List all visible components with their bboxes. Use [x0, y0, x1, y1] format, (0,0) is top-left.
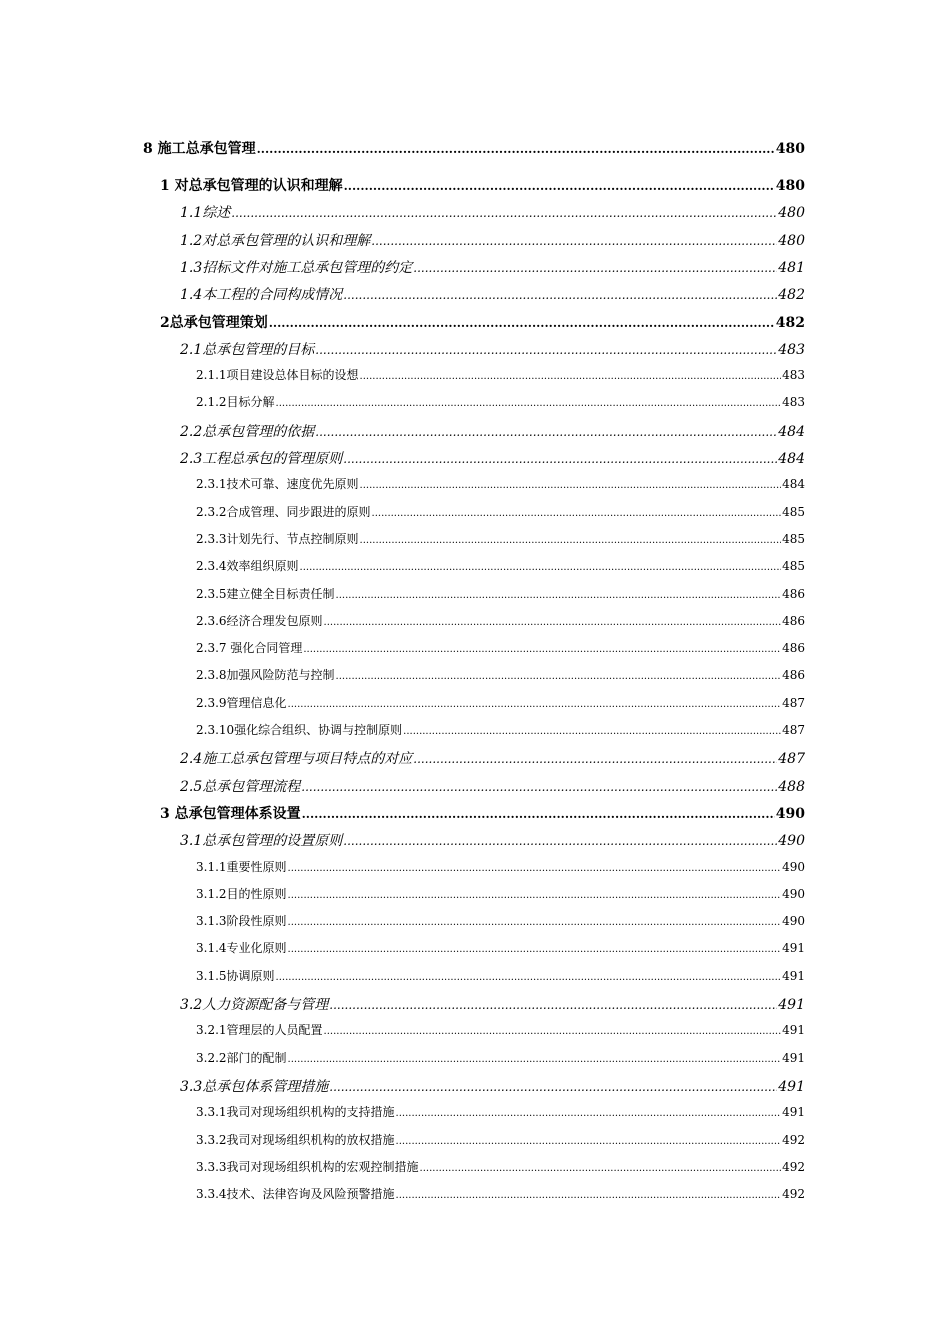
toc-entry-title: 1.2对总承包管理的认识和理解	[180, 232, 371, 249]
toc-entry-title: 3.3.3我司对现场组织机构的宏观控制措施	[196, 1159, 419, 1174]
toc-dot-leader	[269, 316, 775, 330]
toc-entry[interactable]	[0, 557, 805, 574]
toc-entry-page: 485	[782, 504, 805, 519]
toc-entry-page: 490	[782, 914, 805, 929]
toc-entry-page: 491	[782, 1050, 805, 1065]
toc-entry[interactable]	[0, 776, 805, 796]
toc-entry-page: 492	[782, 1132, 805, 1147]
toc-entry-title: 3.1.5协调原则	[196, 968, 275, 983]
toc-dot-leader	[303, 644, 781, 655]
toc-entry-page: 491	[782, 1105, 805, 1120]
toc-entry-page: 486	[782, 641, 805, 656]
toc-entry-page: 484	[778, 451, 805, 467]
toc-dot-leader	[396, 1190, 782, 1201]
toc-entry-page: 480	[778, 205, 805, 222]
toc-dot-leader	[324, 1026, 782, 1037]
toc-entry[interactable]	[0, 694, 805, 711]
toc-entry-title: 3.1.3阶段性原则	[196, 914, 287, 929]
toc-dot-leader	[413, 261, 777, 275]
toc-entry[interactable]	[0, 612, 805, 629]
toc-entry[interactable]	[0, 1158, 805, 1175]
toc-entry-page: 492	[782, 1159, 805, 1174]
toc-entry[interactable]	[0, 138, 805, 158]
toc-entry-title: 2.3.8加强风险防范与控制	[196, 668, 335, 683]
toc-entry-page: 488	[778, 778, 805, 795]
toc-entry-title: 3 总承包管理体系设置	[160, 805, 301, 822]
toc-dot-leader	[344, 179, 775, 193]
toc-dot-leader	[288, 890, 782, 901]
toc-entry-title: 2.3.10强化综合组织、协调与控制原则	[196, 723, 403, 737]
toc-entry-page: 483	[778, 341, 805, 358]
toc-entry-title: 2.1.1项目建设总体目标的设想	[196, 368, 359, 383]
toc-entry[interactable]	[0, 202, 805, 222]
toc-entry-page: 491	[778, 997, 805, 1013]
toc-dot-leader	[329, 998, 777, 1012]
toc-entry[interactable]	[0, 475, 805, 492]
toc-entry[interactable]	[0, 1103, 805, 1120]
toc-dot-leader	[276, 398, 782, 409]
toc-dot-leader	[371, 234, 777, 248]
toc-entry-page: 491	[778, 1078, 805, 1095]
toc-entry[interactable]	[0, 312, 805, 332]
toc-entry[interactable]	[0, 448, 805, 468]
toc-entry-title: 3.3.1我司对现场组织机构的支持措施	[196, 1105, 395, 1120]
toc-entry-title: 2.3.1技术可靠、速度优先原则	[196, 477, 359, 492]
toc-entry-page: 486	[782, 613, 805, 628]
toc-dot-leader	[301, 780, 777, 794]
toc-entry[interactable]	[0, 994, 805, 1014]
toc-entry-title: 3.1.4专业化原则	[196, 941, 287, 956]
toc-entry[interactable]	[0, 721, 805, 738]
toc-entry-title: 2.1.2目标分解	[196, 395, 275, 410]
toc-entry-page: 486	[782, 586, 805, 601]
toc-entry-page: 483	[782, 368, 805, 383]
toc-entry-page: 487	[778, 751, 805, 768]
toc-entry-title: 3.1.1重要性原则	[196, 859, 287, 874]
toc-entry[interactable]	[0, 1021, 805, 1038]
toc-dot-leader	[276, 972, 782, 983]
toc-entry-page: 482	[778, 287, 805, 304]
toc-entry-title: 1.4本工程的合同构成情况	[180, 287, 343, 304]
toc-entry[interactable]	[0, 1049, 805, 1066]
toc-dot-leader	[336, 590, 782, 601]
toc-entry[interactable]	[0, 666, 805, 683]
toc-entry-title: 3.1.2目的性原则	[196, 886, 287, 901]
toc-entry-title: 1 对总承包管理的认识和理解	[160, 178, 343, 194]
toc-entry-title: 2.3.7 强化合同管理	[196, 641, 303, 656]
toc-dot-leader	[372, 508, 782, 519]
toc-entry-title: 2.3工程总承包的管理原则	[180, 451, 343, 467]
toc-dot-leader	[360, 480, 782, 491]
toc-entry[interactable]	[0, 257, 805, 277]
toc-entry[interactable]	[0, 967, 805, 984]
toc-dot-leader	[360, 535, 782, 546]
toc-entry[interactable]	[0, 1185, 805, 1202]
toc-dot-leader	[403, 726, 781, 737]
toc-dot-leader	[420, 1163, 782, 1174]
toc-entry[interactable]	[0, 748, 805, 768]
toc-entry-title: 2.5总承包管理流程	[180, 778, 301, 795]
toc-entry-title: 1.1综述	[180, 205, 231, 222]
toc-entry-title: 2.3.5建立健全目标责任制	[196, 586, 335, 601]
toc-entry-title: 3.2.2部门的配制	[196, 1050, 287, 1065]
toc-dot-leader	[302, 807, 775, 821]
toc-entry[interactable]	[0, 939, 805, 956]
toc-entry[interactable]	[0, 585, 805, 602]
toc-dot-leader	[413, 752, 777, 766]
toc-entry-title: 2.3.4效率组织原则	[196, 559, 299, 574]
toc-entry[interactable]	[0, 503, 805, 520]
toc-dot-leader	[343, 288, 777, 302]
toc-entry-page: 487	[782, 723, 805, 737]
toc-entry[interactable]	[0, 175, 805, 195]
toc-dot-leader	[396, 1108, 782, 1119]
toc-entry-title: 2.4施工总承包管理与项目特点的对应	[180, 751, 413, 768]
toc-dot-leader	[288, 863, 782, 874]
toc-entry-page: 485	[782, 531, 805, 546]
toc-dot-leader	[288, 944, 782, 955]
toc-dot-leader	[329, 1080, 777, 1094]
toc-dot-leader	[336, 671, 782, 682]
toc-entry-title: 2.3.2合成管理、同步跟进的原则	[196, 504, 371, 519]
toc-dot-leader	[288, 917, 782, 928]
toc-dot-leader	[396, 1136, 782, 1147]
toc-dot-leader	[343, 834, 777, 848]
toc-entry-title: 2.3.6经济合理发包原则	[196, 613, 323, 628]
toc-entry-title: 3.1总承包管理的设置原则	[180, 833, 343, 850]
toc-entry-page: 490	[782, 859, 805, 874]
toc-entry-title: 3.3总承包体系管理措施	[180, 1078, 329, 1095]
toc-entry-page: 480	[775, 178, 805, 194]
toc-entry-page: 484	[778, 423, 805, 440]
toc-dot-leader	[315, 343, 777, 357]
toc-entry-page: 490	[778, 833, 805, 850]
toc-dot-leader	[300, 562, 782, 573]
toc-dot-leader	[231, 206, 777, 220]
toc-dot-leader	[343, 452, 777, 466]
toc-dot-leader	[324, 617, 782, 628]
toc-entry-page: 481	[778, 259, 805, 276]
toc-entry-page: 486	[782, 668, 805, 683]
toc-entry-page: 490	[775, 805, 805, 822]
toc-dot-leader	[315, 425, 777, 439]
toc-entry[interactable]	[0, 858, 805, 875]
toc-entry-title: 3.3.4技术、法律咨询及风险预警措施	[196, 1187, 395, 1202]
toc-entry-page: 483	[782, 395, 805, 410]
toc-entry-page: 484	[782, 477, 805, 492]
toc-entry[interactable]	[0, 885, 805, 902]
toc-dot-leader	[288, 1054, 782, 1065]
toc-entry-title: 2.3.3计划先行、节点控制原则	[196, 531, 359, 546]
toc-entry[interactable]	[0, 803, 805, 823]
toc-entry-title: 1.3招标文件对施工总承包管理的约定	[180, 259, 413, 276]
toc-entry-title: 3.3.2我司对现场组织机构的放权措施	[196, 1132, 395, 1147]
toc-entry[interactable]	[0, 830, 805, 850]
toc-entry-title: 3.2人力资源配备与管理	[180, 997, 329, 1013]
toc-entry[interactable]	[0, 284, 805, 304]
toc-entry-title: 2.3.9管理信息化	[196, 695, 287, 710]
toc-entry[interactable]	[0, 639, 805, 656]
toc-entry[interactable]	[0, 421, 805, 441]
toc-entry[interactable]	[0, 1076, 805, 1096]
toc-entry-page: 491	[782, 968, 805, 983]
toc-entry[interactable]	[0, 339, 805, 359]
toc-entry-title: 2.2总承包管理的依据	[180, 423, 315, 440]
toc-entry-page: 487	[782, 695, 805, 710]
toc-entry-page: 492	[782, 1187, 805, 1202]
toc-entry-title: 2.1总承包管理的目标	[180, 341, 315, 358]
toc-entry[interactable]	[0, 230, 805, 250]
toc-entry[interactable]	[0, 393, 805, 410]
toc-entry-page: 480	[778, 232, 805, 249]
toc-entry-page: 485	[782, 559, 805, 574]
toc-entry-title: 2总承包管理策划	[160, 314, 268, 331]
toc-dot-leader	[257, 142, 775, 156]
toc-entry[interactable]	[0, 1131, 805, 1148]
toc-entry[interactable]	[0, 366, 805, 383]
toc-entry-page: 491	[782, 941, 805, 956]
toc-entry[interactable]	[0, 530, 805, 547]
toc-dot-leader	[360, 371, 782, 382]
toc-entry-page: 490	[782, 886, 805, 901]
toc-entry-title: 3.2.1管理层的人员配置	[196, 1023, 323, 1038]
toc-entry-page: 480	[775, 141, 805, 157]
toc-entry-page: 482	[775, 314, 805, 331]
toc-entry[interactable]	[0, 912, 805, 929]
toc-dot-leader	[288, 699, 782, 710]
toc-entry-title: 8 施工总承包管理	[143, 141, 256, 157]
toc-entry-page: 491	[782, 1023, 805, 1038]
